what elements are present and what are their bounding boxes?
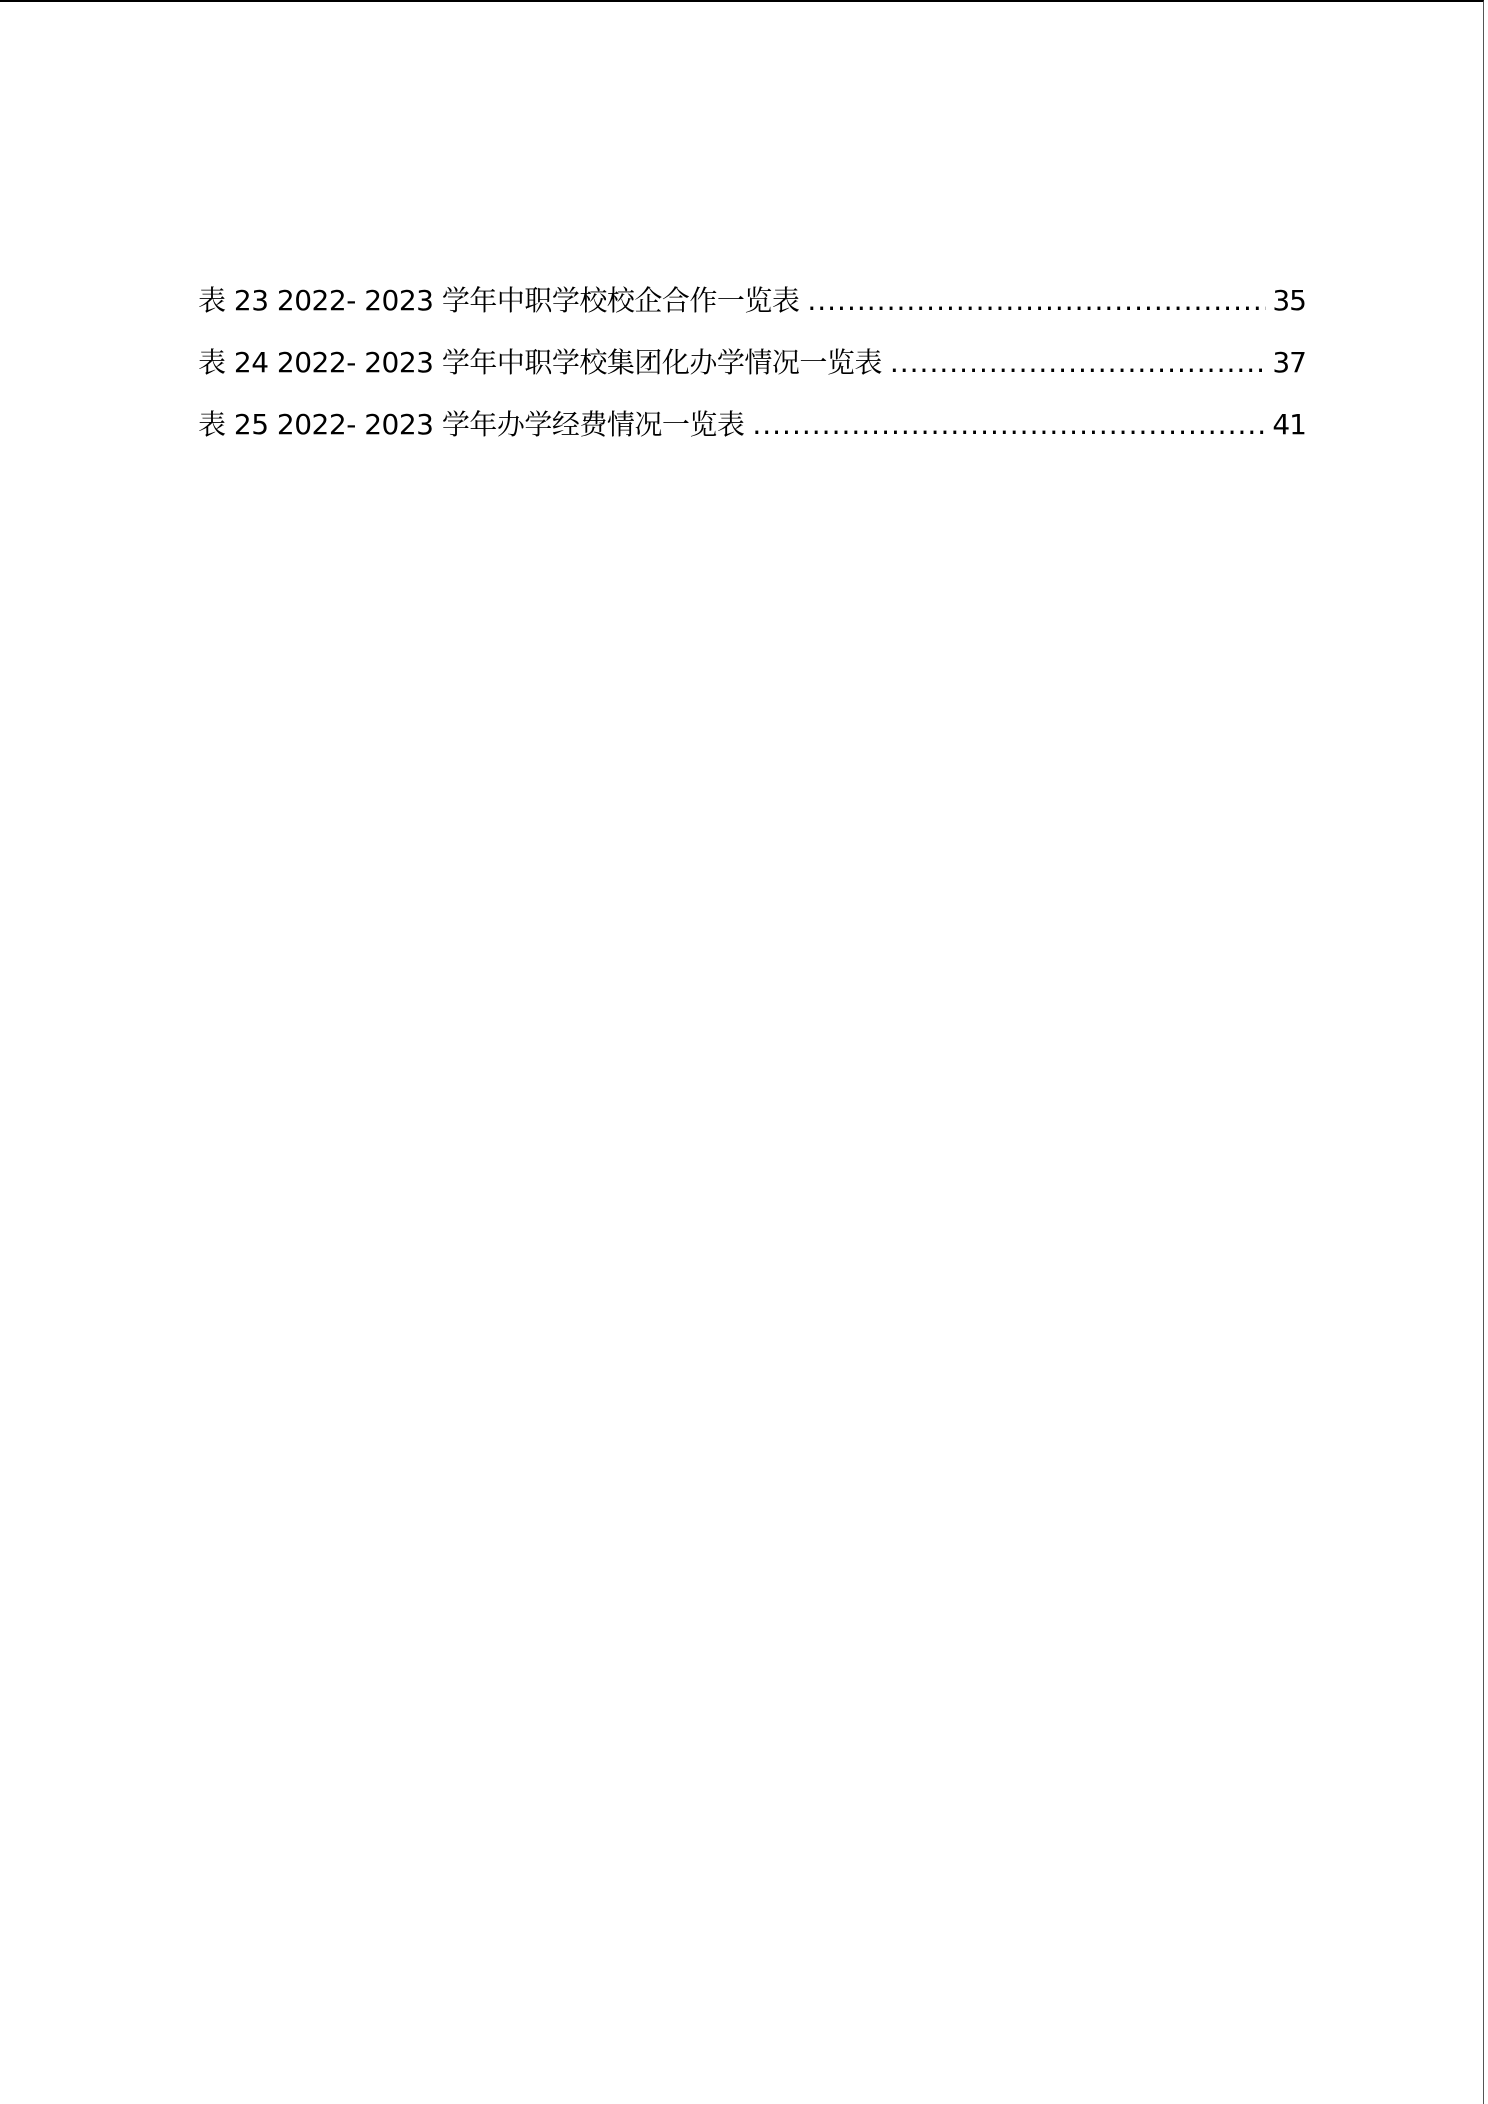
toc-entry-page-number: 37 [1272, 346, 1306, 379]
toc-entry[interactable] [198, 278, 1306, 340]
toc-entry-page-number: 35 [1272, 284, 1306, 317]
dot-leader [890, 340, 1267, 386]
toc-entry-title: 表 23 2022- 2023 学年中职学校校企合作一览表 [198, 284, 800, 317]
toc-entry[interactable] [198, 402, 1306, 464]
dot-leader [807, 278, 1266, 324]
dot-leader [752, 402, 1266, 448]
toc-entry-title: 表 24 2022- 2023 学年中职学校集团化办学情况一览表 [198, 346, 882, 379]
toc-entry-title: 表 25 2022- 2023 学年办学经费情况一览表 [198, 408, 745, 441]
toc-entry[interactable] [198, 340, 1306, 402]
toc-entry-page-number: 41 [1272, 408, 1306, 441]
table-of-tables-list [198, 278, 1306, 464]
